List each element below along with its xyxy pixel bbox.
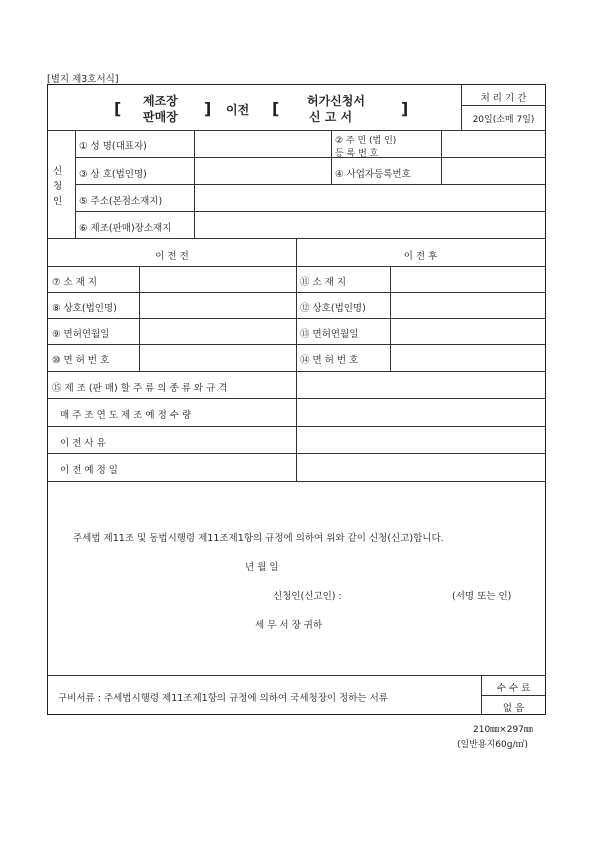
business-number-label: ④ 사업자등록번호 — [335, 169, 411, 180]
rrn-field[interactable] — [442, 131, 545, 157]
required-documents: 구비서류 : 주세법시행령 제11조제1항의 규정에 의하여 국세청장이 정하는 서류 — [58, 693, 388, 704]
processing-period-label: 처 리 기 간 — [480, 93, 527, 104]
after-license-number-field[interactable] — [391, 345, 545, 370]
rrn-label: ② 주 민 (법 인) — [335, 136, 397, 146]
before-license-date-field[interactable] — [140, 319, 295, 344]
before-license-number-field[interactable] — [140, 345, 295, 370]
sign-or-seal: (서명 또는 인) — [452, 591, 512, 602]
liquor-types-label: ⑮ 제 조 (판 매) 할 주 류 의 종 류 와 규 격 — [52, 383, 228, 394]
title-sales-site: 판매장 — [143, 110, 178, 124]
relocation-reason-label: 이 전 사 유 — [60, 438, 106, 449]
after-trade-name-field[interactable] — [391, 293, 545, 318]
after-location-field[interactable] — [391, 267, 545, 292]
after-header: 이 전 후 — [403, 251, 438, 262]
relocation-date-field[interactable] — [297, 454, 545, 481]
title-bracket-open-2: [ — [272, 99, 280, 118]
title-relocation: 이전 — [226, 103, 250, 117]
after-license-date-label: ⑬ 면허연월일 — [300, 329, 359, 340]
after-license-number-label: ⑭ 면 허 번 호 — [300, 355, 359, 366]
after-location-label: ⑪ 소 재 지 — [300, 277, 347, 288]
address-label: ⑤ 주소(본점소재지) — [79, 196, 163, 207]
declaration-text: 주세법 제11조 및 동법시행령 제11조제1항의 규정에 의하여 위와 같이 신청(신고)합니다. — [73, 533, 444, 544]
applicant-label-2: 청 — [53, 181, 63, 192]
trade-name-label: ③ 상 호(법인명) — [79, 169, 147, 180]
before-header: 이 전 전 — [155, 251, 189, 262]
paper-weight: (일반용지60g/㎡) — [457, 740, 528, 750]
relocation-reason-field[interactable] — [297, 427, 545, 453]
site-location-field[interactable] — [195, 212, 545, 238]
processing-period-value: 20일(소매 7일) — [472, 115, 535, 125]
before-trade-name-label: ⑧ 상호(법인명) — [52, 303, 117, 314]
trade-name-field[interactable] — [195, 158, 330, 184]
relocation-date-label: 이 전 예 정 일 — [60, 465, 118, 476]
before-license-date-label: ⑨ 면허연월일 — [52, 329, 110, 340]
before-trade-name-field[interactable] — [140, 293, 295, 318]
applicant-label-3: 인 — [53, 196, 63, 207]
site-location-label: ⑥ 제조(판매)장소재지 — [79, 223, 172, 234]
date-line: 년 월 일 — [245, 562, 279, 573]
applicant-name-field[interactable] — [360, 584, 445, 600]
after-trade-name-label: ⑫ 상호(법인명) — [300, 303, 366, 314]
annual-production-label: 매 주 조 연 도 제 조 예 정 수 량 — [60, 410, 192, 421]
title-bracket-close: ] — [204, 99, 212, 118]
title-report: 신 고 서 — [309, 110, 353, 124]
title-permit-application: 허가신청서 — [307, 94, 365, 108]
before-location-field[interactable] — [140, 267, 295, 292]
annual-production-field[interactable] — [297, 399, 545, 426]
rrn-label-2: 등 록 번 호 — [335, 149, 379, 159]
address-field[interactable] — [195, 185, 545, 211]
title-bracket-open: [ — [114, 99, 122, 118]
after-license-date-field[interactable] — [391, 319, 545, 344]
applicant-signature-label: 신청인(신고인) : — [273, 591, 342, 602]
paper-size: 210㎜×297㎜ — [473, 725, 533, 735]
fee-value: 없 음 — [502, 703, 525, 714]
title-bracket-close-2: ] — [401, 99, 409, 118]
name-label: ① 성 명(대표자) — [79, 141, 147, 152]
addressee: 세 무 서 장 귀하 — [255, 620, 323, 631]
before-license-number-label: ⑩ 면 허 번 호 — [52, 355, 110, 366]
name-field[interactable] — [195, 131, 330, 157]
liquor-types-field[interactable] — [297, 372, 545, 398]
business-number-field[interactable] — [442, 158, 545, 184]
form-number: [별지 제3호서식] — [47, 74, 119, 85]
applicant-label-1: 신 — [53, 166, 63, 177]
title-manufacture-site: 제조장 — [143, 94, 178, 108]
fee-label: 수 수 료 — [496, 683, 531, 694]
before-location-label: ⑦ 소 재 지 — [52, 277, 98, 288]
